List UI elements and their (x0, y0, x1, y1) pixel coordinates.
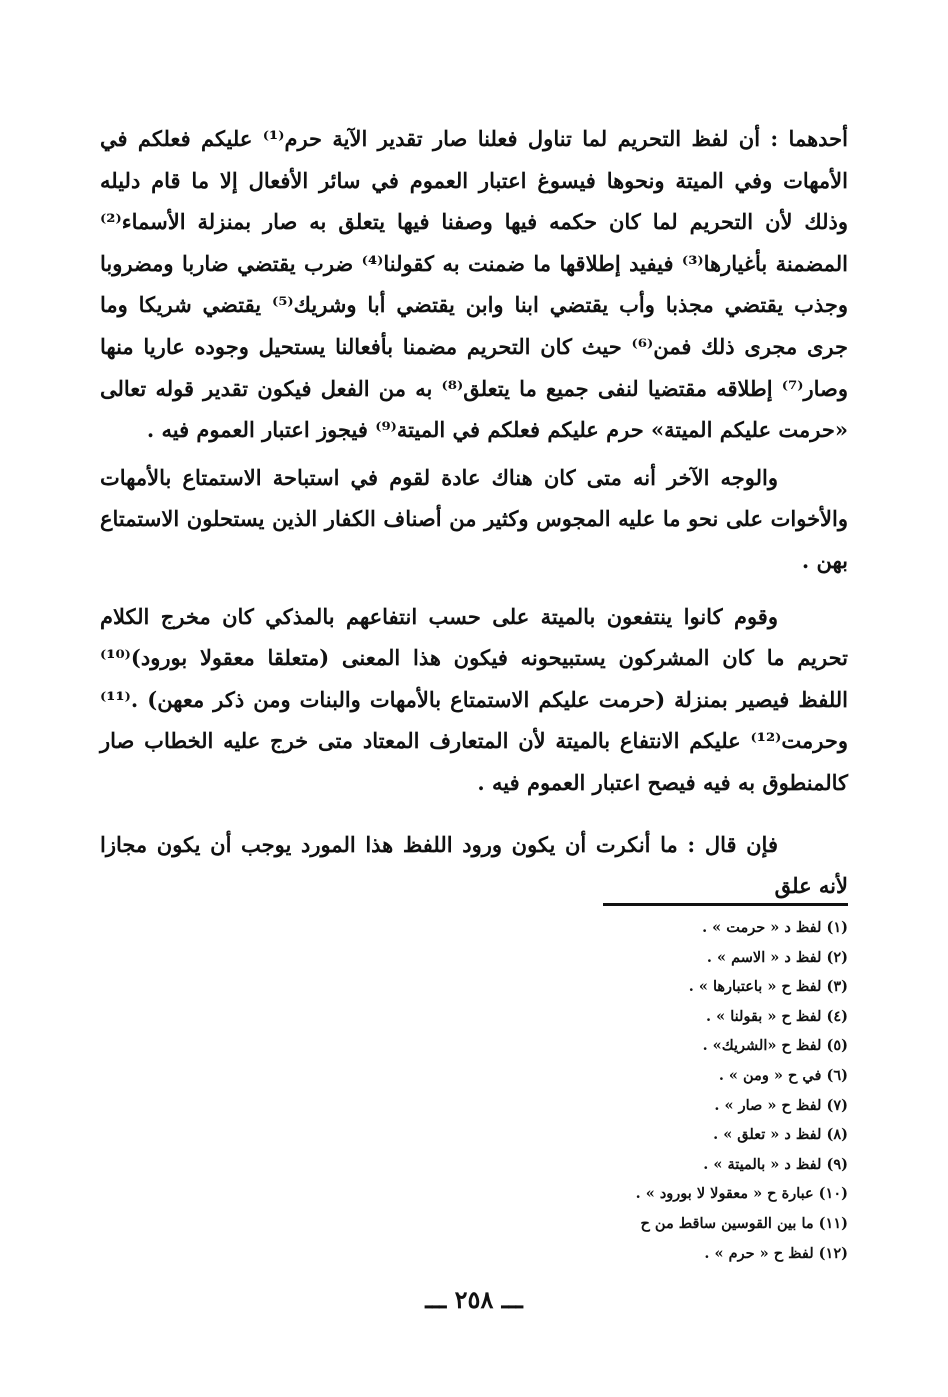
footnote-item: (١١) ما بين القوسين ساقط من ح (640, 1214, 848, 1232)
paragraph-objection: فإن قال : ما أنكرت أن يكون ورود اللفظ هذا المورد يوجب أن يكون مجازا لأنه علق (100, 831, 848, 899)
footnote-item: (٧) لفظ ح « صار » . (714, 1096, 848, 1114)
paragraph-usage: وقوم كانوا ينتفعون بالميتة على حسب انتفاعهم بالمذكي كان مخرج الكلام تحريم ما كان المشركون يستبيحونه فيكون هذا المعنى (متعلقا معقولا بورود)⁽¹⁰⁾ اللفظ فيصير بمنزلة (حرمت عليكم الاستمتاع بالأمهات والبنات ومن ذكر معهن) .⁽¹¹⁾ وحرمت⁽¹²⁾ عليكم الانتفاع بالميتة لأن المتعارف المعتاد متى خرج عليه الخطاب صار كالمنطوق به فيه فيصح اعتبار العموم فيه . (100, 603, 848, 795)
footnote-item: (٣) لفظ ح « باعتبارها » . (688, 978, 848, 996)
footnote-item: (٨) لفظ د « تعلق » . (713, 1126, 848, 1144)
footnote-item: (٥) لفظ ح «الشريك» . (702, 1037, 848, 1055)
footnote-item: (١٢) لفظ ح « حرم » . (704, 1244, 848, 1262)
paragraph-second-reason: والوجه الآخر أنه متى كان هناك عادة لقوم في استباحة الاستمتاع بالأمهات والأخوات على نحو ما عليه المجوس وكثير من أصناف الكفار الذين يستحلون الاستمتاع بهن . (100, 464, 848, 573)
footnote-item: (١) لفظ د « حرمت » . (702, 919, 848, 936)
main-text (100, 118, 848, 907)
page-number: ـــ ٢٥٨ ـــ (425, 1285, 523, 1314)
paragraph-first-reason: أحدهما : أن لفظ التحريم لما تناول فعلنا صار تقدير الآية حرم⁽¹⁾ عليكم فعلكم في الأمهات وفي الميتة ونحوها فيسوغ اعتبار العموم في سائر الأفعال إلا ما قام دليله وذلك لأن التحريم لما كان حكمه فيها وصفنا فيها يتعلق به صار بمنزلة الأسماء⁽²⁾ المضمنة بأغيارها⁽³⁾ فيفيد إطلاقها ما ضمنت به كقولنا⁽⁴⁾ ضرب يقتضي ضاربا ومضروبا وجذب يقتضي مجذبا وأب يقتضي ابنا وابن يقتضي أبا وشريك⁽⁵⁾ يقتضي شريكا وما جرى مجرى ذلك فمن⁽⁶⁾ حيث كان التحريم مضمنا بأفعالنا يستحيل وجوده عاريا منها وصار⁽⁷⁾ إطلاقه مقتضيا لنفى جميع ما يتعلق⁽⁸⁾ به من الفعل فيكون تقدير قوله تعالى «حرمت عليكم الميتة» حرم عليكم فعلكم في الميتة⁽⁹⁾ فيجوز اعتبار العموم فيه . (100, 126, 848, 443)
footnote-item: (٩) لفظ د « بالميتة » . (703, 1155, 848, 1173)
footnote-item: (١٠) عبارة ح « معقولا لا بورود » . (635, 1185, 848, 1203)
footnote-item: (٦) في ح « ومن » . (718, 1066, 848, 1084)
footnotes-list (500, 913, 848, 1268)
footnote-item: (٢) لفظ د « الاسم » . (706, 948, 848, 966)
footnote-item: (٤) لفظ ح « بقولنا » . (706, 1007, 848, 1025)
footnote-divider (603, 903, 848, 906)
